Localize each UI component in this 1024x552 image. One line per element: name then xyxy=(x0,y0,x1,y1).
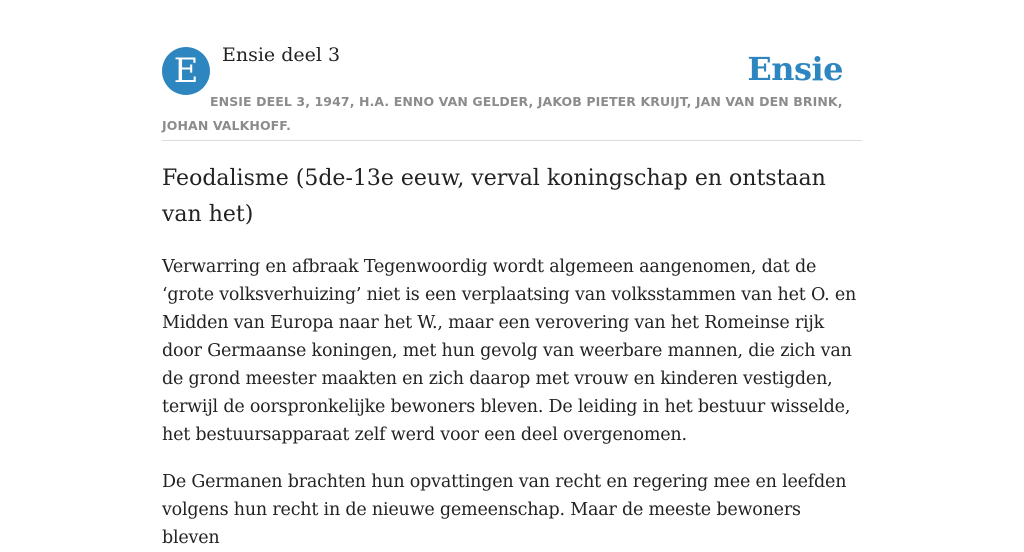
ensie-logo-icon[interactable]: E xyxy=(162,47,210,95)
doc-title[interactable]: Ensie deel 3 xyxy=(222,44,341,66)
article-paragraph: Verwarring en afbraak Tegenwoordig wordt algemeen aangenomen, dat de ‘grote volksverhuizing’ niet is een verplaatsing van volksstammen van het O. en Midden van Europa naar het W., maar een verovering van het Romeinse rijk door Germaanse koningen, met hun gevolg van weerbare mannen, die zich van de grond meester maakten en zich daarop met vrouw en kinderen vestigden, terwijl de oorspronkelijke bewoners bleven. De leiding in het bestuur wisselde, het bestuursapparaat zelf werd voor een deel overgenomen. xyxy=(162,257,857,445)
brand-logo[interactable]: Ensie xyxy=(747,50,843,88)
article-paragraph: De Germanen brachten hun opvattingen van recht en regering mee en leefden volgens hun recht in de nieuwe gemeenschap. Maar de meeste bewoners bleven xyxy=(162,472,847,548)
header xyxy=(162,0,862,141)
source-meta: ENSIE DEEL 3, 1947, H.A. ENNO VAN GELDER, JAKOB PIETER KRUIJT, JAN VAN DEN BRINK, JOHAN VALKHOFF. xyxy=(162,94,843,133)
content-column xyxy=(162,0,862,552)
article-title: Feodalisme (5de-13e eeuw, verval koningschap en ontstaan van het) xyxy=(162,166,826,227)
